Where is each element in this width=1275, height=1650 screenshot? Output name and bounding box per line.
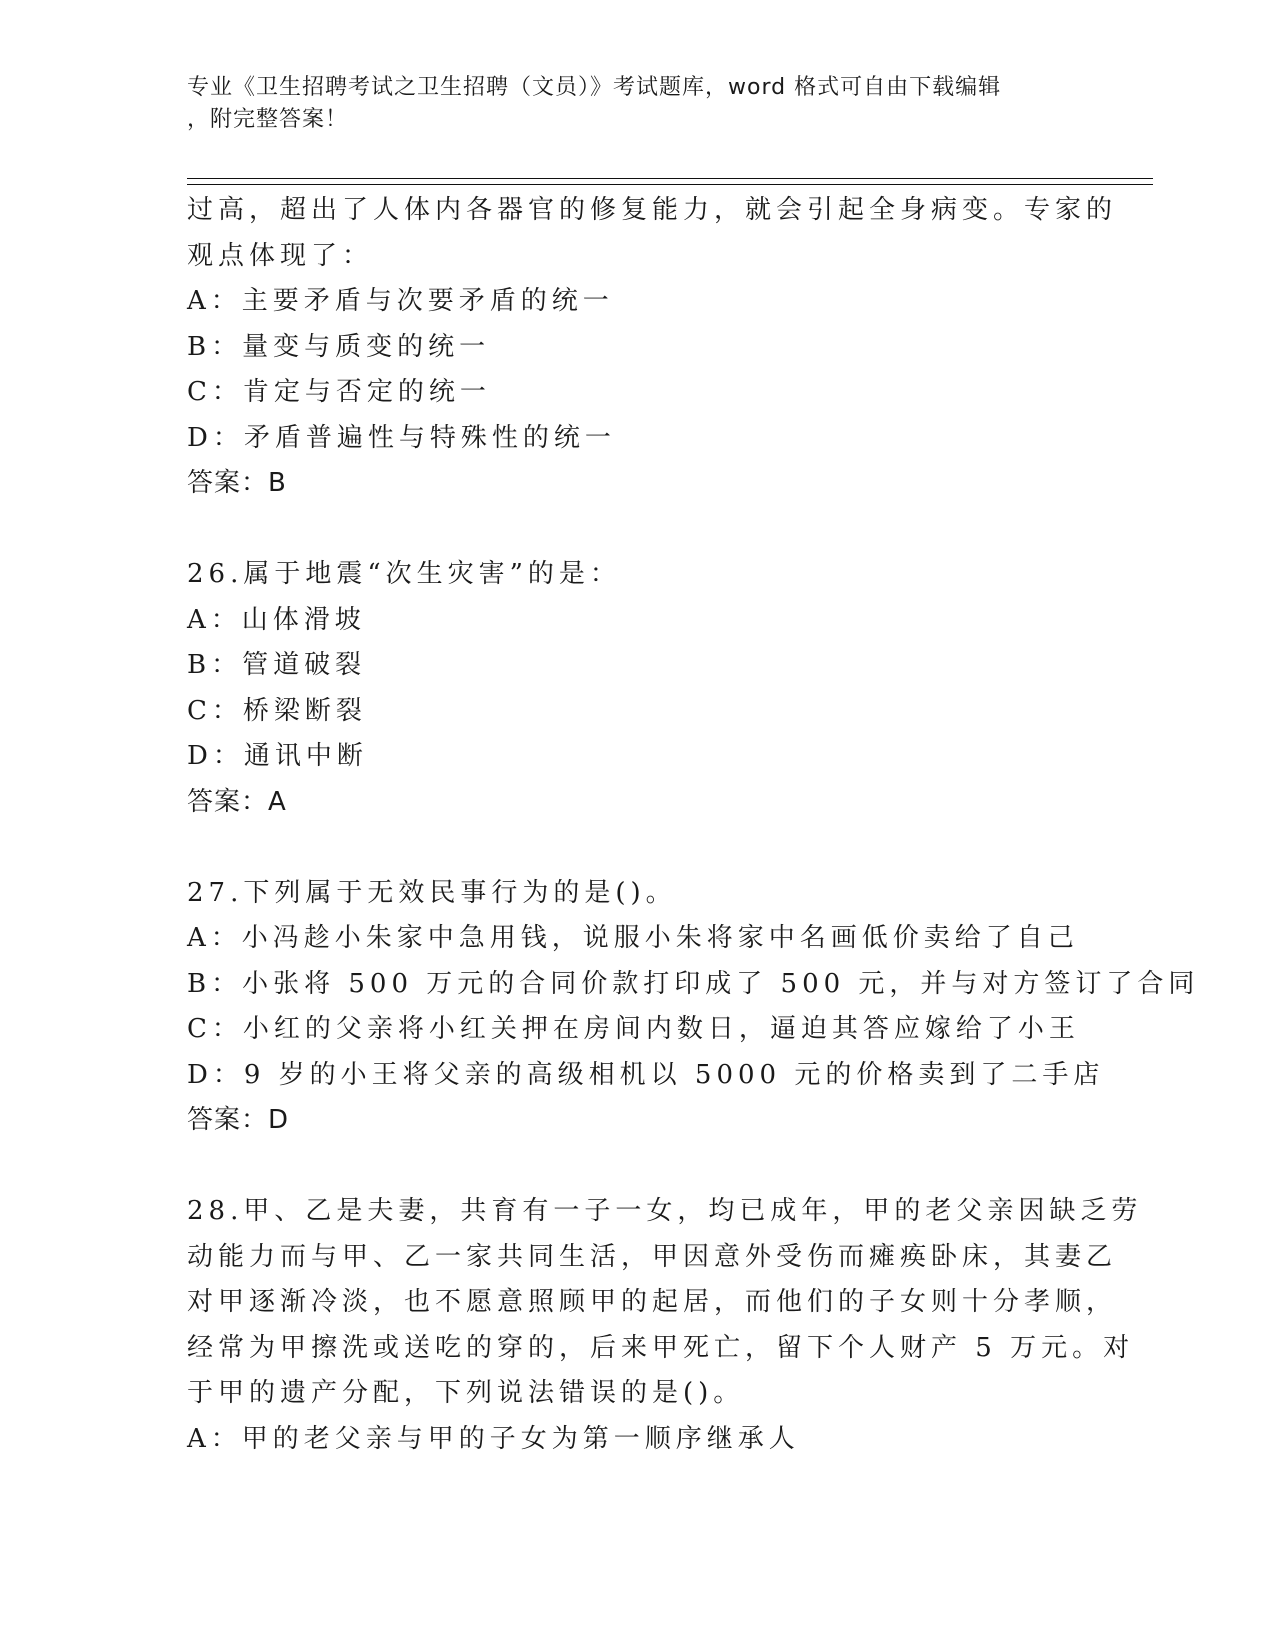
option-c: C：小红的父亲将小红关押在房间内数日，逼迫其答应嫁给了小王 [187, 1014, 1080, 1044]
document-header [187, 72, 1067, 136]
option-a: A：主要矛盾与次要矛盾的统一 [187, 286, 614, 316]
question-28 [187, 1189, 1143, 1462]
question-stem-line: 于甲的遗产分配，下列说法错误的是()。 [187, 1378, 745, 1408]
question-stem-line: 对甲逐渐冷淡，也不愿意照顾甲的起居，而他们的子女则十分孝顺， [187, 1287, 1118, 1317]
option-b: B：管道破裂 [187, 650, 367, 680]
question-continuation [187, 188, 1118, 507]
spacer [187, 507, 1087, 553]
spacer [187, 825, 1087, 871]
option-b: B：量变与质变的统一 [187, 331, 491, 362]
question-stem-line: 经常为甲擦洗或送吃的穿的，后来甲死亡，留下个人财产 5 万元。对 [187, 1332, 1135, 1363]
answer-line: 答案：B [187, 468, 287, 498]
option-c: C：肯定与否定的统一 [187, 377, 491, 407]
question-text-line: 观点体现了： [187, 240, 374, 271]
header-divider-top [187, 178, 1153, 179]
option-d: D：9 岁的小王将父亲的高级相机以 5000 元的价格卖到了二手店 [187, 1059, 1105, 1090]
question-stem: 26.属于地震“次生灾害”的是： [187, 559, 621, 589]
option-a: A：甲的老父亲与甲的子女为第一顺序继承人 [187, 1423, 800, 1454]
question-stem-line: 动能力而与甲、乙一家共同生活，甲因意外受伤而瘫痪卧床，其妻乙 [187, 1241, 1118, 1272]
question-stem-line: 28.甲、乙是夫妻，共育有一子一女，均已成年，甲的老父亲因缺乏劳 [187, 1196, 1143, 1226]
question-27 [187, 871, 1200, 1144]
option-c: C：桥梁断裂 [187, 695, 367, 726]
question-26 [187, 552, 1087, 825]
header-title-line-2: ，附完整答案！ [187, 107, 349, 132]
option-a: A：山体滑坡 [187, 604, 366, 635]
option-d: D：通讯中断 [187, 741, 368, 771]
spacer [187, 1144, 1087, 1190]
option-a: A：小冯趁小朱家中急用钱，说服小朱将家中名画低价卖给了自己 [187, 923, 1079, 953]
header-title-line-1: 专业《卫生招聘考试之卫生招聘（文员）》考试题库，word 格式可自由下载编辑 [187, 75, 1002, 100]
question-text-line: 过高，超出了人体内各器官的修复能力，就会引起全身病变。专家的 [187, 195, 1118, 225]
header-divider-bottom [187, 184, 1153, 185]
question-stem: 27.下列属于无效民事行为的是()。 [187, 877, 677, 908]
option-d: D：矛盾普遍性与特殊性的统一 [187, 422, 616, 453]
answer-line: 答案：D [187, 1105, 290, 1135]
answer-line: 答案：A [187, 786, 287, 817]
question-content [187, 188, 1200, 1462]
option-b: B：小张将 500 万元的合同价款打印成了 500 元，并与对方签订了合同 [187, 968, 1200, 999]
